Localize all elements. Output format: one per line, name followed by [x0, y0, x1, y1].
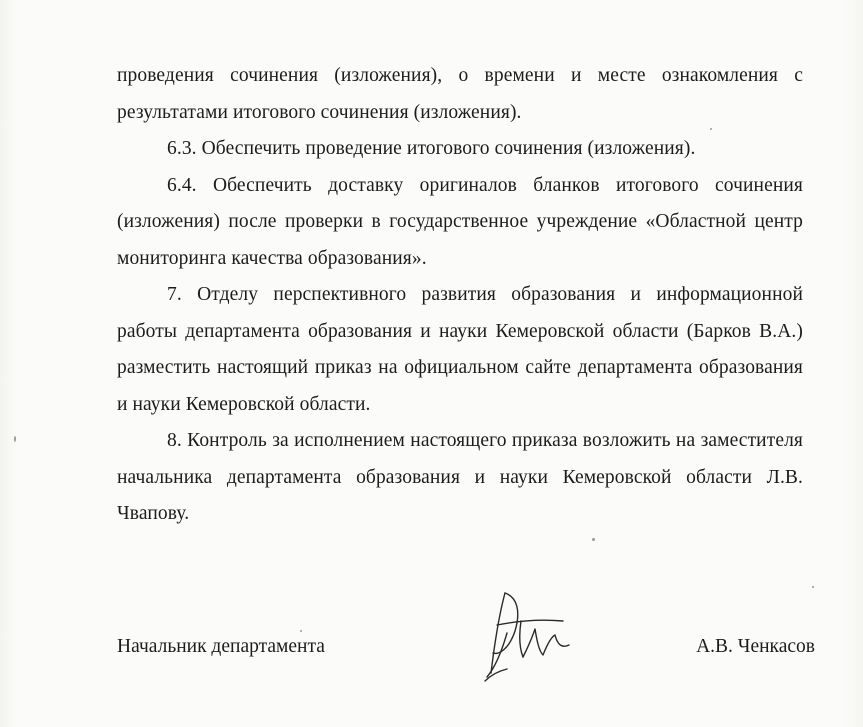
scan-speck: [300, 630, 302, 632]
paragraph-6-3: 6.3. Обеспечить проведение итогового сочинения (изложения).: [167, 138, 696, 159]
paragraph-8: 8. Контроль за исполнением настоящего приказа возложить на заместителя начальника департамента образования и науки Кемеровской области Л.В. Чвапову.: [117, 430, 803, 524]
signatory-title: Начальник департамента: [117, 636, 325, 657]
scan-speck: [14, 436, 16, 442]
paragraph-7: 7. Отделу перспективного развития образования и информационной работы департамента образования и науки Кемеровской области (Барков В.А.) разместить настоящий приказ на официальном сайте департамента образования и науки Кемеровской области.: [117, 284, 803, 415]
scan-speck: [812, 586, 814, 588]
handwritten-signature: [477, 585, 587, 685]
scan-speck: [592, 538, 595, 541]
paragraph-6-4: 6.4. Обеспечить доставку оригиналов бланков итогового сочинения (изложения) после проверки в государственное учреждение «Областной центр мониторинга качества образования».: [117, 174, 803, 269]
paragraph-continuation: проведения сочинения (изложения), о времени и месте ознакомления с результатами итогового сочинения (изложения).: [117, 65, 803, 123]
scan-speck: [710, 128, 712, 130]
document-body: [117, 58, 803, 533]
signatory-name: А.В. Ченкасов: [696, 636, 815, 657]
signature-block: [117, 585, 817, 705]
